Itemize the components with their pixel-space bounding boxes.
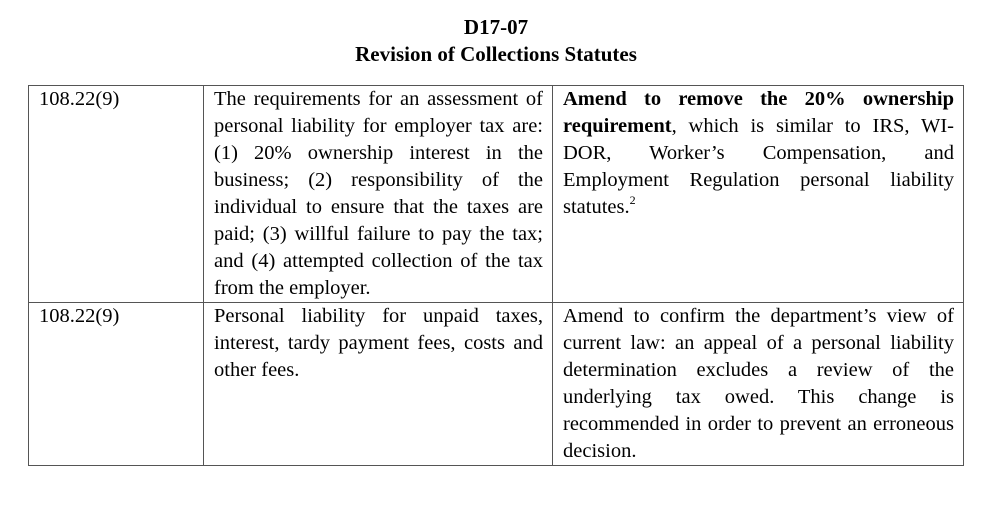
statute-revision-table bbox=[28, 85, 964, 466]
statute-section-cell: 108.22(9) bbox=[29, 303, 204, 466]
document-header bbox=[0, 14, 992, 68]
document-id: D17-07 bbox=[463, 15, 529, 39]
proposed-change-text: , which is similar to IRS, WI-DOR, Worker’s Compensation, and Employment Regulation personal liability statutes. bbox=[563, 115, 954, 218]
table-row bbox=[29, 86, 964, 303]
footnote-reference: 2 bbox=[629, 193, 636, 207]
proposed-change-cell: Amend to confirm the department’s view of current law: an appeal of a personal liability determination excludes a review of the underlying tax owed. This change is recommended in order to prevent an erroneous decision. bbox=[553, 303, 964, 466]
document-title: Revision of Collections Statutes bbox=[355, 42, 637, 66]
current-law-cell: Personal liability for unpaid taxes, interest, tardy payment fees, costs and other fees. bbox=[204, 303, 553, 466]
proposed-change-cell bbox=[553, 86, 964, 303]
statute-section-cell: 108.22(9) bbox=[29, 86, 204, 303]
table-row bbox=[29, 303, 964, 466]
current-law-cell: The requirements for an assessment of personal liability for employer tax are: (1) 20% ownership interest in the business; (2) responsibility of the individual to ensure that the taxes are paid; (3) willful failure to pay the tax; and (4) attempted collection of the tax from the employer. bbox=[204, 86, 553, 303]
proposed-change-bold-text: Amend to remove the 20% ownership requirement bbox=[563, 88, 954, 137]
